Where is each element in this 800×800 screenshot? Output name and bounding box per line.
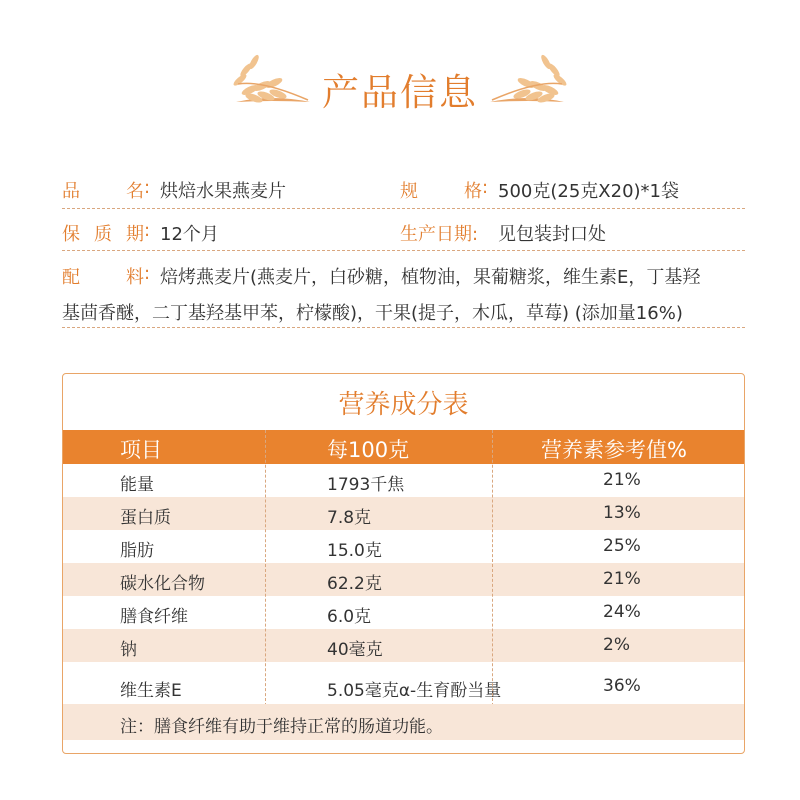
column-divider: [265, 430, 266, 706]
table-row: 碳水化合物 62.2克 21%: [63, 563, 744, 596]
table-row: 维生素E 5.05毫克α-生育酚当量 36%: [120, 676, 641, 701]
colon: :: [144, 263, 151, 284]
wheat-icon: [488, 50, 568, 120]
date-value: 见包装封口处: [498, 224, 606, 245]
header-per100: 每100克: [327, 438, 410, 462]
colon: :: [482, 177, 489, 198]
table-row: 钠 40毫克 2%: [63, 629, 744, 662]
divider-line: [62, 250, 745, 251]
ingredients-label: 配 料: [62, 267, 144, 288]
info-row-shelf-date: [62, 220, 745, 252]
nutrition-header: [63, 430, 744, 464]
shelf-value: 12个月: [160, 224, 219, 245]
spec-label: 规 格: [400, 181, 482, 202]
ingredients-line-1: 焙烤燕麦片(燕麦片，白砂糖，植物油，果葡糖浆，维生素E，丁基羟: [160, 267, 701, 288]
nutrition-table: [62, 373, 745, 754]
table-row: 脂肪 15.0克 25%: [120, 536, 641, 561]
name-label: 品 名: [62, 181, 144, 202]
nutrition-note: 注：膳食纤维有助于维持正常的肠道功能。: [63, 704, 744, 740]
table-row: 蛋白质 7.8克 13%: [63, 497, 744, 530]
colon: :: [144, 177, 151, 198]
date-label: 生产日期:: [400, 224, 479, 245]
nutrition-title: 营养成分表: [338, 390, 469, 420]
header-nrv: 营养素参考值%: [541, 438, 687, 462]
table-row: 能量 1793千焦 21%: [120, 470, 641, 495]
page-header: [0, 50, 800, 120]
info-row-ingredients: [62, 263, 745, 329]
column-divider: [492, 430, 493, 706]
divider-line: [62, 208, 745, 209]
table-row: 膳食纤维 6.0克 24%: [120, 602, 641, 627]
info-row-name-spec: [62, 177, 745, 209]
page-title: 产品信息: [322, 71, 478, 114]
divider-line: [62, 327, 745, 328]
ingredients-line-2: 基茴香醚，二丁基羟基甲苯，柠檬酸)，干果(提子，木瓜，草莓) (添加量16%): [62, 303, 683, 324]
header-item: 项目: [120, 438, 162, 462]
shelf-label: 保 质 期: [62, 224, 144, 245]
spec-value: 500克(25克X20)*1袋: [498, 181, 679, 202]
name-value: 烘焙水果燕麦片: [160, 181, 286, 202]
colon: :: [144, 220, 151, 241]
